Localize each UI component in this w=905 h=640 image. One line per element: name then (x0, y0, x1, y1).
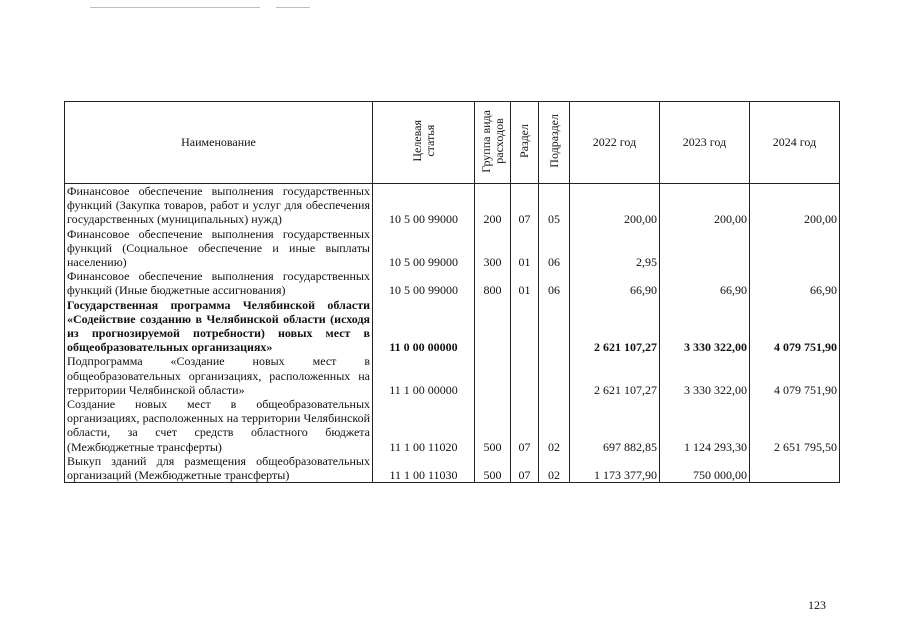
row-2023: 3 330 322,00 (660, 354, 750, 397)
row-section (511, 298, 539, 355)
col-target-header: Целевая статья (373, 102, 475, 184)
row-group: 200 (475, 184, 511, 227)
row-2022: 1 173 377,90 (570, 454, 660, 483)
row-name: Создание новых мест в общеобразовательных организациях, расположенных на территории Челябинской области, за счет средств областного бюджета (Межбюджетные трансферты) (65, 397, 373, 454)
row-subsection: 06 (539, 227, 570, 270)
row-subsection (539, 298, 570, 355)
table-header-row (65, 102, 840, 184)
row-2023: 66,90 (660, 269, 750, 297)
row-2024: 200,00 (750, 184, 840, 227)
row-section: 01 (511, 269, 539, 297)
row-2022: 66,90 (570, 269, 660, 297)
table-row (65, 269, 840, 297)
row-target: 11 1 00 11030 (373, 454, 475, 483)
row-section: 07 (511, 454, 539, 483)
row-2023: 1 124 293,30 (660, 397, 750, 454)
row-target: 11 0 00 00000 (373, 298, 475, 355)
row-2022: 697 882,85 (570, 397, 660, 454)
table-row (65, 227, 840, 270)
scan-artifact-line (90, 7, 260, 8)
row-target: 11 1 00 11020 (373, 397, 475, 454)
row-2022: 2,95 (570, 227, 660, 270)
row-subsection (539, 354, 570, 397)
page-number: 123 (808, 598, 826, 612)
row-name: Финансовое обеспечение выполнения государственных функций (Закупка товаров, работ и услуг для обеспечения государственных (муниципальных) нужд) (65, 184, 373, 227)
row-name: Государственная программа Челябинской области «Содействие созданию в Челябинской области (исходя из прогнозируемой потребности) новых мест в общеобразовательных организациях» (65, 298, 373, 355)
col-section-header: Раздел (511, 102, 539, 184)
scan-artifact-line (276, 7, 310, 8)
row-2022: 200,00 (570, 184, 660, 227)
row-2023: 200,00 (660, 184, 750, 227)
row-group: 500 (475, 454, 511, 483)
row-2024: 66,90 (750, 269, 840, 297)
table-row (65, 184, 840, 227)
table-row (65, 397, 840, 454)
row-subsection: 05 (539, 184, 570, 227)
row-subsection: 02 (539, 454, 570, 483)
row-section: 07 (511, 184, 539, 227)
row-name: Выкуп зданий для размещения общеобразовательных организаций (Межбюджетные трансферты) (65, 454, 373, 483)
row-section: 01 (511, 227, 539, 270)
row-2023 (660, 227, 750, 270)
row-target: 10 5 00 99000 (373, 184, 475, 227)
row-section (511, 354, 539, 397)
row-2023: 3 330 322,00 (660, 298, 750, 355)
row-target: 11 1 00 00000 (373, 354, 475, 397)
table-row (65, 354, 840, 397)
row-group: 800 (475, 269, 511, 297)
row-2022: 2 621 107,27 (570, 298, 660, 355)
row-subsection: 02 (539, 397, 570, 454)
row-target: 10 5 00 99000 (373, 227, 475, 270)
row-2024: 2 651 795,50 (750, 397, 840, 454)
row-group (475, 354, 511, 397)
row-subsection: 06 (539, 269, 570, 297)
row-name: Подпрограмма «Создание новых мест в общеобразовательных организациях, расположенных на территории Челябинской области» (65, 354, 373, 397)
col-group-header: Группа вида расходов (475, 102, 511, 184)
row-group: 300 (475, 227, 511, 270)
row-group: 500 (475, 397, 511, 454)
row-2022: 2 621 107,27 (570, 354, 660, 397)
row-2024: 4 079 751,90 (750, 298, 840, 355)
row-name: Финансовое обеспечение выполнения государственных функций (Социальное обеспечение и иные выплаты населению) (65, 227, 373, 270)
col-subsection-header: Подраздел (539, 102, 570, 184)
row-section: 07 (511, 397, 539, 454)
row-2024: 4 079 751,90 (750, 354, 840, 397)
row-group (475, 298, 511, 355)
row-2024 (750, 454, 840, 483)
row-name: Финансовое обеспечение выполнения государственных функций (Иные бюджетные ассигнования) (65, 269, 373, 297)
table-row (65, 298, 840, 355)
col-2024-header: 2024 год (750, 102, 840, 184)
table-row (65, 454, 840, 483)
col-2023-header: 2023 год (660, 102, 750, 184)
row-2023: 750 000,00 (660, 454, 750, 483)
row-2024 (750, 227, 840, 270)
row-target: 10 5 00 99000 (373, 269, 475, 297)
col-2022-header: 2022 год (570, 102, 660, 184)
budget-table (64, 101, 840, 483)
col-name-header: Наименование (65, 102, 373, 184)
